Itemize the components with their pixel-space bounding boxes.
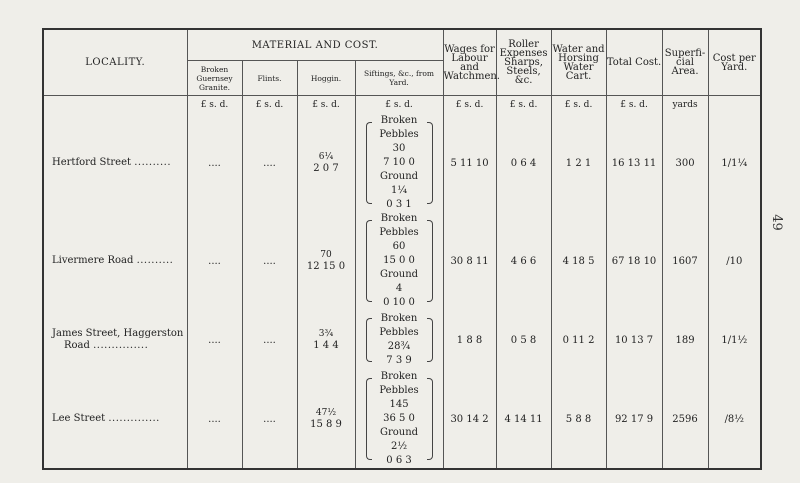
flints-cell: .... [242, 212, 297, 310]
siftings-line: Pebbles [379, 129, 419, 140]
header-roller-expenses: Roller Expenses Sharps, Steels, &c. [496, 29, 551, 96]
units-siftings: £ s. d. [355, 96, 443, 115]
locality-cell [43, 310, 187, 370]
water-cell: 4 18 5 [551, 212, 606, 310]
hoggin-quantity: 3¾ [318, 328, 334, 339]
right-brace [427, 378, 433, 460]
siftings-line: Pebbles [379, 227, 419, 238]
units-flints: £ s. d. [242, 96, 297, 115]
left-brace [366, 318, 372, 362]
units-area: yards [662, 96, 708, 115]
siftings-cell [355, 212, 443, 310]
hoggin-cell [297, 212, 355, 310]
header-cost-per-yard: Cost per Yard. [708, 29, 761, 96]
road-cost-table [42, 28, 762, 470]
siftings-line: 0 6 3 [386, 455, 412, 466]
locality-name-line2: Road [64, 340, 90, 351]
left-brace [366, 122, 372, 204]
hoggin-cost: 12 15 0 [306, 260, 346, 272]
total-cell: 92 17 9 [606, 370, 662, 469]
dot-leader: .......... [134, 157, 172, 168]
siftings-cell [355, 370, 443, 469]
siftings-line: Pebbles [379, 385, 419, 396]
siftings-line: 15 0 0 [383, 255, 415, 266]
siftings-line: 0 3 1 [386, 199, 412, 210]
siftings-line: 2½ [390, 441, 408, 452]
siftings-line: 145 [389, 399, 409, 410]
roller-cell: 4 6 6 [496, 212, 551, 310]
siftings-cell [355, 310, 443, 370]
header-flints: Flints. [242, 61, 297, 96]
hoggin-quantity: 6¼ [318, 151, 334, 162]
area-cell: 2596 [662, 370, 708, 469]
cost-yard-cell: /10 [708, 212, 761, 310]
granite-cell: .... [187, 310, 242, 370]
units-cost-yard [708, 96, 761, 115]
locality-cell [43, 370, 187, 469]
table-row [43, 114, 761, 212]
left-brace [366, 378, 372, 460]
siftings-line: Ground [379, 171, 419, 182]
right-brace [427, 318, 433, 362]
locality-name-line1: James Street, Haggerston [52, 328, 184, 339]
header-wages: Wages for Labour and Watchmen. [443, 29, 496, 96]
units-locality [43, 96, 187, 115]
siftings-line: 0 10 0 [383, 297, 415, 308]
siftings-line: 30 [392, 143, 406, 154]
locality-name: Lee Street [52, 413, 106, 424]
dot-leader: .............. [108, 413, 160, 424]
total-cell: 10 13 7 [606, 310, 662, 370]
right-brace [427, 122, 433, 204]
roller-cell: 4 14 11 [496, 370, 551, 469]
hoggin-cell [297, 310, 355, 370]
roller-cell: 0 6 4 [496, 114, 551, 212]
header-material-and-cost: MATERIAL AND COST. [187, 29, 443, 61]
siftings-line: Broken [380, 213, 418, 224]
locality-cell [43, 114, 187, 212]
siftings-line: 7 3 9 [386, 355, 412, 366]
hoggin-cost: 15 8 9 [310, 418, 342, 430]
roller-cell: 0 5 8 [496, 310, 551, 370]
header-total-cost: Total Cost. [606, 29, 662, 96]
units-granite: £ s. d. [187, 96, 242, 115]
header-siftings: Siftings, &c., from Yard. [355, 61, 443, 96]
siftings-line: Ground [379, 269, 419, 280]
header-water: Water and Horsing Water Cart. [551, 29, 606, 96]
dot-leader: .......... [136, 255, 174, 266]
water-cell: 1 2 1 [551, 114, 606, 212]
header-hoggin: Hoggin. [297, 61, 355, 96]
flints-cell: .... [242, 370, 297, 469]
siftings-line: Pebbles [379, 327, 419, 338]
wages-cell: 5 11 10 [443, 114, 496, 212]
dot-leader: ............... [93, 340, 149, 351]
cost-yard-cell: 1/1½ [708, 310, 761, 370]
header-locality: LOCALITY. [43, 29, 187, 96]
units-water: £ s. d. [551, 96, 606, 115]
units-hoggin: £ s. d. [297, 96, 355, 115]
wages-cell: 30 8 11 [443, 212, 496, 310]
wages-cell: 1 8 8 [443, 310, 496, 370]
cost-yard-cell: 1/1¼ [708, 114, 761, 212]
locality-cell [43, 212, 187, 310]
siftings-line: Broken [380, 313, 418, 324]
units-wages: £ s. d. [443, 96, 496, 115]
total-cell: 67 18 10 [606, 212, 662, 310]
siftings-line: 1¼ [390, 185, 408, 196]
hoggin-cost: 2 0 7 [313, 162, 339, 174]
siftings-line: Ground [379, 427, 419, 438]
right-brace [427, 220, 433, 302]
hoggin-cell [297, 114, 355, 212]
siftings-line: Broken [380, 371, 418, 382]
cost-yard-cell: /8½ [708, 370, 761, 469]
water-cell: 0 11 2 [551, 310, 606, 370]
water-cell: 5 8 8 [551, 370, 606, 469]
left-brace [366, 220, 372, 302]
locality-name: Livermere Road [52, 255, 134, 266]
page-number: 49 [768, 214, 784, 231]
total-cell: 16 13 11 [606, 114, 662, 212]
locality-name: Hertford Street [52, 157, 132, 168]
hoggin-quantity: 47½ [315, 407, 337, 418]
table-row [43, 310, 761, 370]
siftings-line: 28¾ [387, 341, 411, 352]
granite-cell: .... [187, 212, 242, 310]
units-total: £ s. d. [606, 96, 662, 115]
table-row [43, 370, 761, 469]
siftings-line: 7 10 0 [383, 157, 415, 168]
siftings-line: 4 [395, 283, 403, 294]
hoggin-cell [297, 370, 355, 469]
siftings-cell [355, 114, 443, 212]
area-cell: 189 [662, 310, 708, 370]
siftings-line: 36 5 0 [383, 413, 415, 424]
wages-cell: 30 14 2 [443, 370, 496, 469]
area-cell: 300 [662, 114, 708, 212]
siftings-line: Broken [380, 115, 418, 126]
granite-cell: .... [187, 370, 242, 469]
granite-cell: .... [187, 114, 242, 212]
hoggin-cost: 1 4 4 [313, 339, 339, 351]
units-row [43, 96, 761, 115]
hoggin-quantity: 70 [320, 249, 332, 260]
siftings-line: 60 [392, 241, 406, 252]
units-roller: £ s. d. [496, 96, 551, 115]
header-superficial-area: Superfi- cial Area. [662, 29, 708, 96]
table-row [43, 212, 761, 310]
flints-cell: .... [242, 114, 297, 212]
area-cell: 1607 [662, 212, 708, 310]
header-broken-guernsey-granite: Broken Guernsey Granite. [187, 61, 242, 96]
flints-cell: .... [242, 310, 297, 370]
